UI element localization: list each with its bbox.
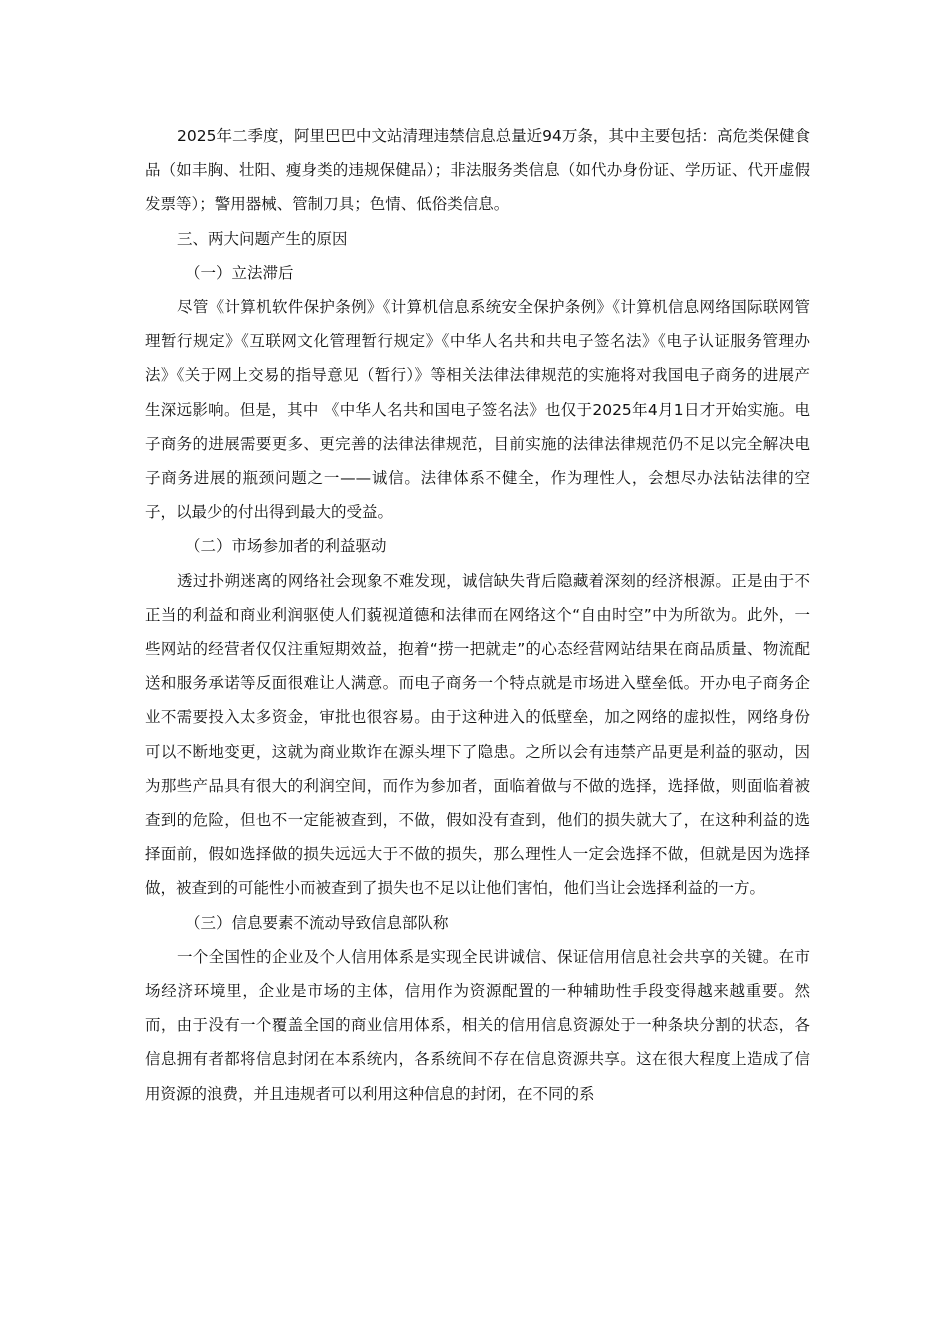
section-heading-causes: 三、两大问题产生的原因 <box>177 229 348 248</box>
paragraph-q2-cleanup: 2025年二季度，阿里巴巴中文站清理违禁信息总量近94万条，其中主要包括：高危类保健食品（如丰胸、壮阳、瘦身类的违规保健品）；非法服务类信息（如代办身份证、学历证、代开虚假发票等）；警用器械、管制刀具；色情、低俗类信息。 <box>145 127 810 214</box>
subheading-legislation-lag: （一）立法滞后 <box>185 263 294 282</box>
paragraph-legislation: 尽管《计算机软件保护条例》《计算机信息系统安全保护条例》《计算机信息网络国际联网管理暂行规定》《互联网文化管理暂行规定》《中华人名共和共电子签名法》《电子认证服务管理办法》《关于网上交易的指导意见（暂行）》等相关法律法律规范的实施将对我国电子商务的进展产生深远影响。但是，其中 《中华人名共和国电子签名法》也仅于2025年4月1日才开始实施。电子商务的进展需要更多、更完善的法律法律规范，目前实施的法律法律规范仍不足以完全解决电子商务进展的瓶颈问题之一——诚信。法律体系不健全，作为理性人，会想尽办法钻法律的空子，以最少的付出得到最大的受益。 <box>145 298 810 522</box>
paragraph-profit-drive: 透过扑朔迷离的网络社会现象不难发现，诚信缺失背后隐藏着深刻的经济根源。正是由于不正当的利益和商业利润驱使人们藐视道德和法律而在网络这个“自由时空”中为所欲为。此外，一些网站的经营者仅仅注重短期效益，抱着“捞一把就走”的心态经营网站结果在商品质量、物流配送和服务承诺等反面很难让人满意。而电子商务一个特点就是市场进入壁垒低。开办电子商务企业不需要投入太多资金，审批也很容易。由于这种进入的低壁垒，加之网络的虚拟性，网络身份可以不断地变更，这就为商业欺诈在源头埋下了隐患。之所以会有违禁产品更是利益的驱动，因为那些产品具有很大的利润空间，而作为参加者，面临着做与不做的选择，选择做，则面临着被查到的危险，但也不一定能被查到，不做，假如没有查到，他们的损失就大了，在这种利益的选择面前，假如选择做的损失远远大于不做的损失，那么理性人一定会选择不做，但就是因为选择做，被查到的可能性小而被查到了损失也不足以让他们害怕，他们当让会选择利益的一方。 <box>145 571 810 898</box>
document-body <box>145 119 810 1111</box>
paragraph-credit-system: 一个全国性的企业及个人信用体系是实现全民讲诚信、保证信用信息社会共享的关键。在市场经济环境里，企业是市场的主体，信用作为资源配置的一种辅助性手段变得越来越重要。然而，由于没有一个覆盖全国的商业信用体系，相关的信用信息资源处于一种条块分割的状态，各信息拥有者都将信息封闭在本系统内，各系统间不存在信息资源共享。这在很大程度上造成了信用资源的浪费，并且违规者可以利用这种信息的封闭，在不同的系 <box>145 947 810 1103</box>
subheading-information-asymmetry: （三）信息要素不流动导致信息部队称 <box>185 913 449 932</box>
subheading-profit-drive: （二）市场参加者的利益驱动 <box>185 537 387 556</box>
